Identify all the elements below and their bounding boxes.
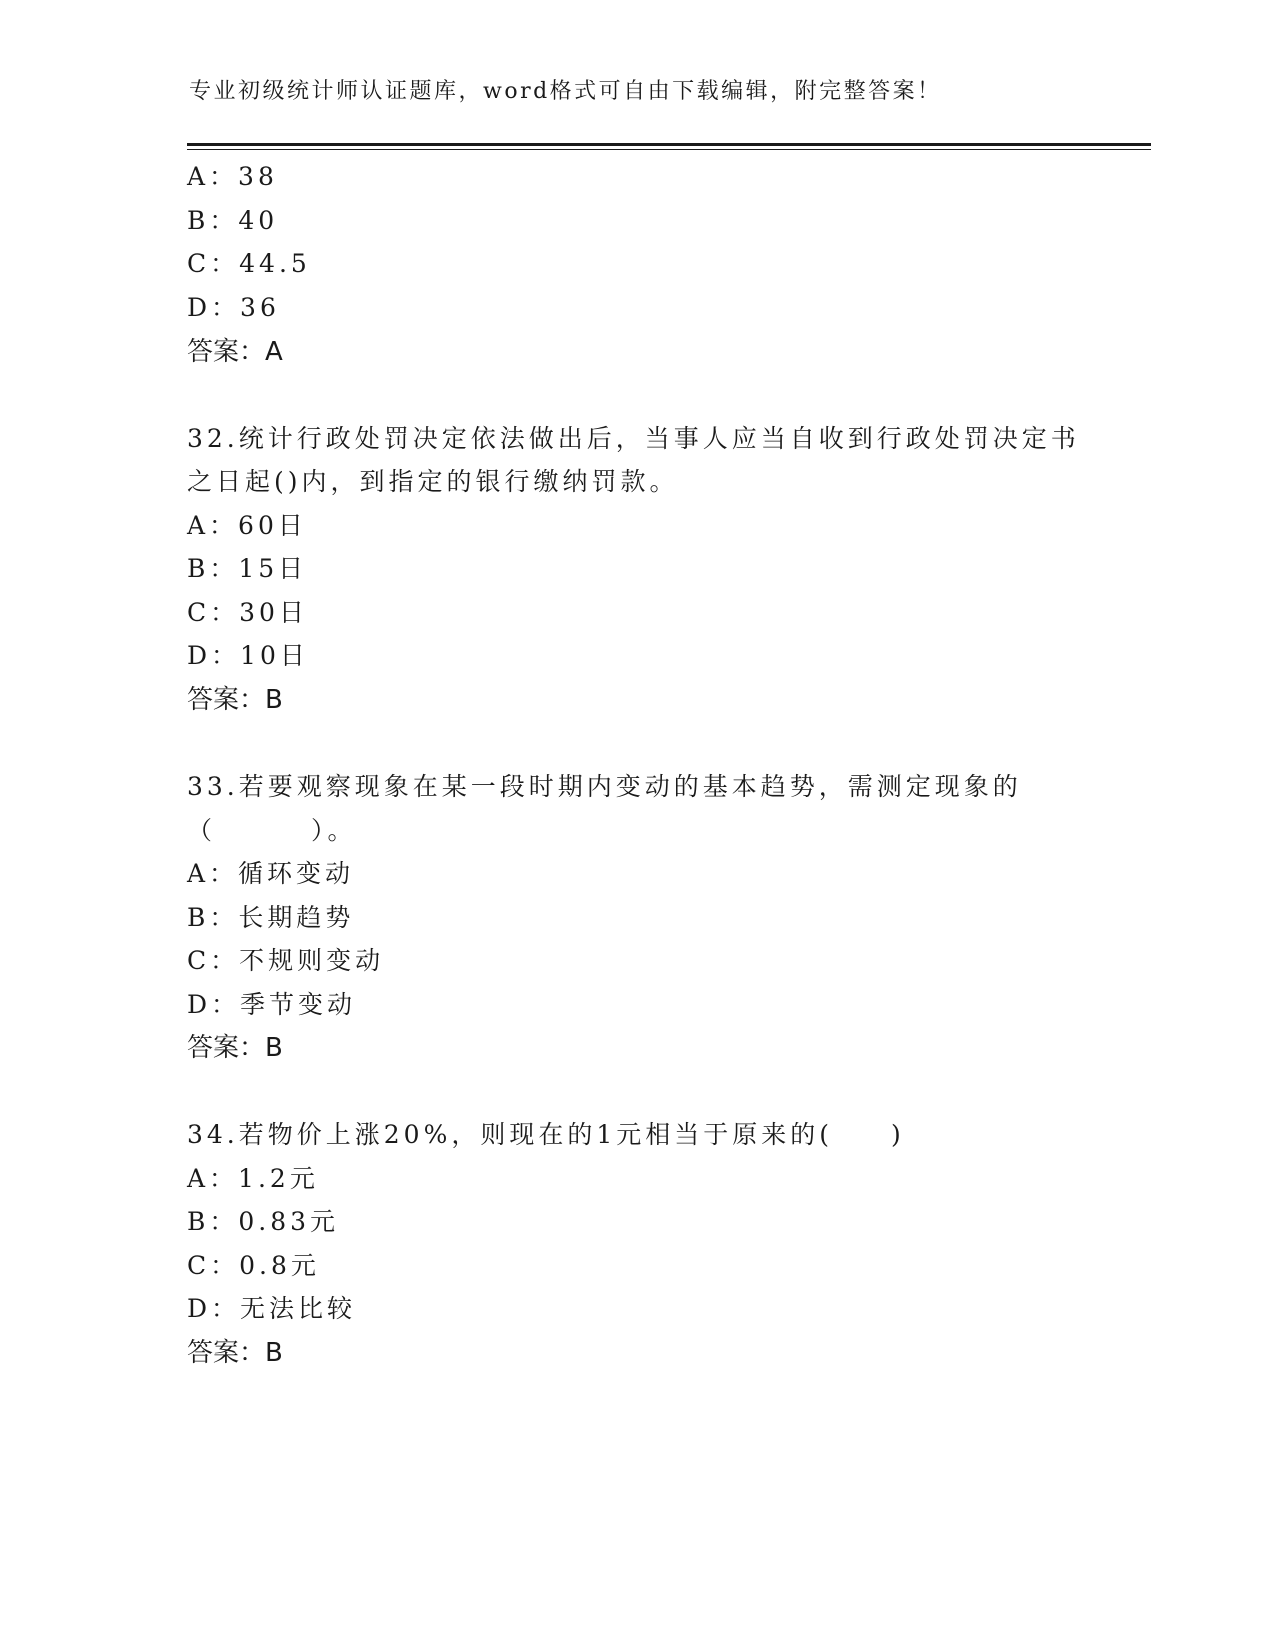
option-d: D：季节变动 [187, 990, 357, 1019]
answer-line: 答案：B [187, 1338, 283, 1368]
option-c: C：不规则变动 [187, 946, 385, 975]
option-d: D：10日 [187, 641, 309, 670]
question-32-stem-line1: 32.统计行政处罚决定依法做出后，当事人应当自收到行政处罚决定书 [187, 424, 1080, 453]
option-a: A：1.2元 [187, 1164, 319, 1193]
option-c: C：30日 [187, 598, 308, 627]
open-paren: （ [187, 816, 217, 845]
option-b: B：15日 [187, 554, 308, 583]
answer-line: 答案：B [187, 1033, 283, 1063]
answer-line: 答案：B [187, 685, 283, 715]
header-rule-thick [187, 143, 1151, 146]
question-34-stem-line1: 34.若物价上涨20%，则现在的1元相当于原来的( ) [187, 1120, 905, 1149]
answer-line: 答案：A [187, 337, 283, 367]
option-b: B：40 [187, 206, 279, 235]
close-paren: ）。 [311, 816, 357, 845]
question-33-stem-line2 [187, 815, 357, 847]
option-c: C：44.5 [187, 249, 311, 278]
option-a: A：循环变动 [187, 859, 355, 888]
option-d: D：无法比较 [187, 1294, 357, 1323]
question-33-stem-line1: 33.若要观察现象在某一段时期内变动的基本趋势，需测定现象的 [187, 772, 1022, 801]
header-rule-thin [187, 149, 1151, 150]
question-32-stem-line2: 之日起()内，到指定的银行缴纳罚款。 [187, 467, 679, 496]
option-c: C：0.8元 [187, 1251, 320, 1280]
option-a: A：60日 [187, 511, 307, 540]
option-a: A：38 [187, 162, 278, 191]
option-d: D：36 [187, 293, 280, 322]
page-header: 专业初级统计师认证题库，word格式可自由下载编辑，附完整答案！ [189, 79, 942, 104]
option-b: B：长期趋势 [187, 903, 355, 932]
option-b: B：0.83元 [187, 1207, 340, 1236]
